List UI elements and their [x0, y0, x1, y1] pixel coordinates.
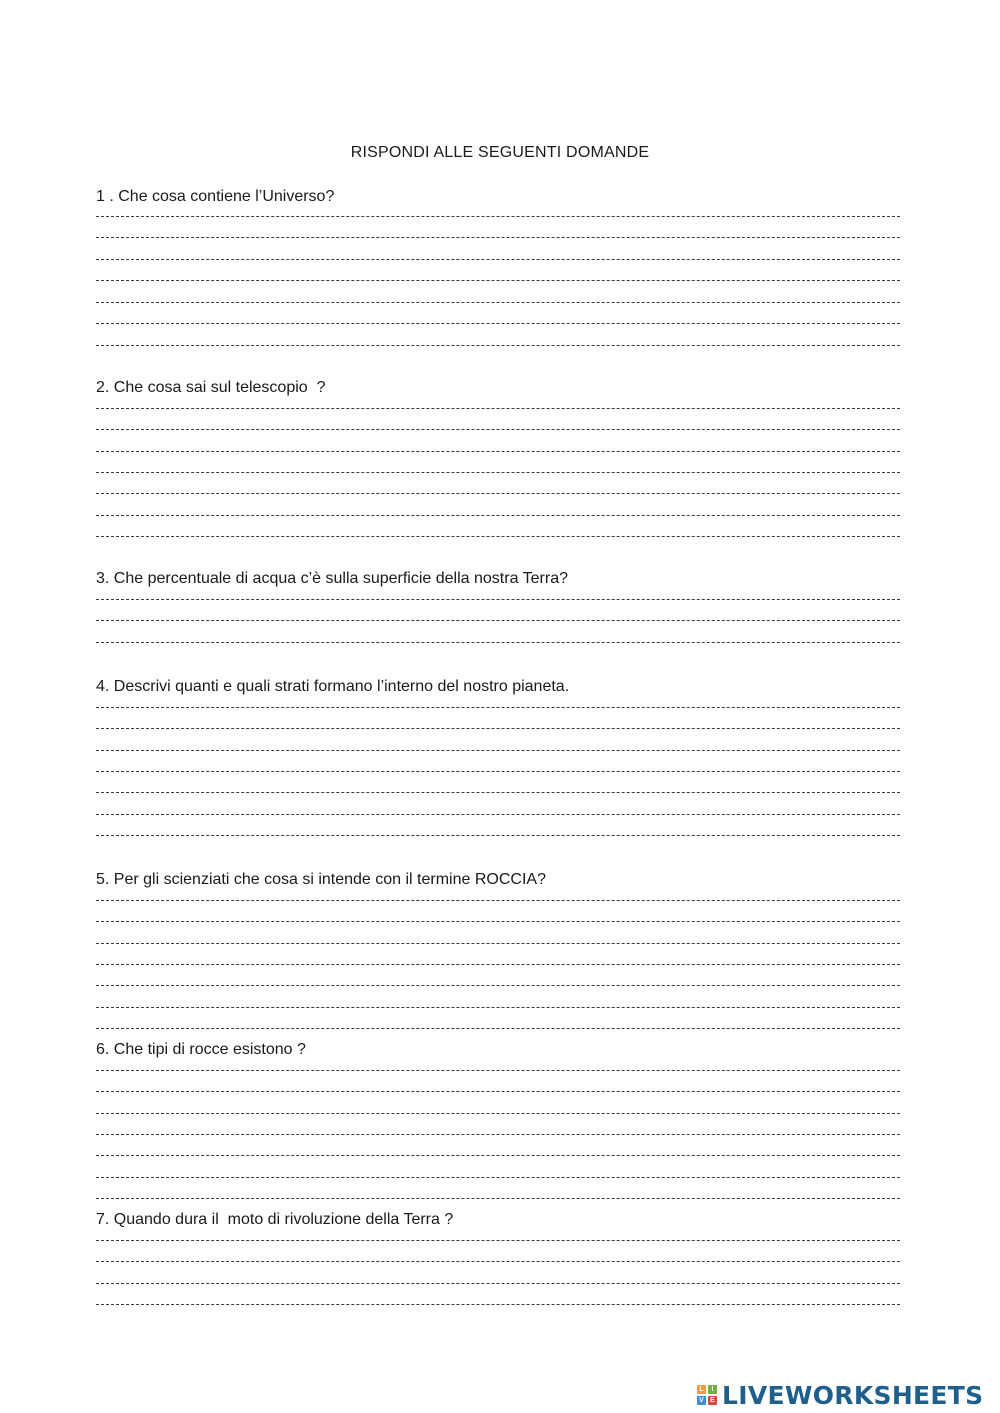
- answer-line: [96, 237, 900, 238]
- question-2: 2. Che cosa sai sul telescopio ?: [96, 379, 326, 396]
- question-1: 1 . Che cosa contiene l’Universo?: [96, 188, 335, 205]
- answer-line: [96, 408, 900, 409]
- answer-line: [96, 750, 900, 751]
- question-6: 6. Che tipi di rocce esistono ?: [96, 1041, 306, 1058]
- answer-line: [96, 1177, 900, 1178]
- answer-line: [96, 1198, 900, 1199]
- question-4: 4. Descrivi quanti e quali strati formano l’interno del nostro pianeta.: [96, 678, 570, 695]
- answer-line: [96, 707, 900, 708]
- answer-line: [96, 515, 900, 516]
- answer-line: [96, 1091, 900, 1092]
- answer-line: [96, 835, 900, 836]
- question-7: 7. Quando dura il moto di rivoluzione della Terra ?: [96, 1211, 454, 1228]
- question-5: 5. Per gli scienziati che cosa si intende con il termine ROCCIA?: [96, 871, 546, 888]
- answer-line: [96, 1113, 900, 1114]
- answer-line: [96, 216, 900, 217]
- logo-letter: V: [697, 1396, 706, 1405]
- question-3: 3. Che percentuale di acqua c’è sulla superficie della nostra Terra?: [96, 570, 568, 587]
- answer-line: [96, 642, 900, 643]
- answer-line: [96, 900, 900, 901]
- answer-line: [96, 792, 900, 793]
- answer-line: [96, 1134, 900, 1135]
- worksheet-title: RISPONDI ALLE SEGUENTI DOMANDE: [350, 144, 650, 161]
- answer-line: [96, 1240, 900, 1241]
- answer-line: [96, 451, 900, 452]
- answer-line: [96, 302, 900, 303]
- answer-line: [96, 728, 900, 729]
- answer-line: [96, 1007, 900, 1008]
- answer-line: [96, 472, 900, 473]
- answer-line: [96, 771, 900, 772]
- answer-line: [96, 964, 900, 965]
- answer-line: [96, 985, 900, 986]
- answer-line: [96, 429, 900, 430]
- liveworksheets-brand[interactable]: [697, 1380, 983, 1410]
- answer-line: [96, 493, 900, 494]
- answer-line: [96, 1283, 900, 1284]
- answer-line: [96, 599, 900, 600]
- answer-line: [96, 1155, 900, 1156]
- answer-line: [96, 1070, 900, 1071]
- logo-letter: L: [697, 1385, 706, 1394]
- answer-line: [96, 921, 900, 922]
- answer-line: [96, 943, 900, 944]
- answer-line: [96, 259, 900, 260]
- brand-name: LIVEWORKSHEETS: [722, 1380, 984, 1410]
- answer-line: [96, 536, 900, 537]
- logo-letter: E: [708, 1396, 717, 1405]
- answer-line: [96, 1261, 900, 1262]
- answer-line: [96, 814, 900, 815]
- answer-line: [96, 1028, 900, 1029]
- answer-line: [96, 323, 900, 324]
- logo-letter: I: [708, 1385, 717, 1394]
- answer-line: [96, 620, 900, 621]
- answer-line: [96, 1304, 900, 1305]
- answer-line: [96, 345, 900, 346]
- liveworksheets-logo-icon: [697, 1385, 717, 1405]
- answer-line: [96, 280, 900, 281]
